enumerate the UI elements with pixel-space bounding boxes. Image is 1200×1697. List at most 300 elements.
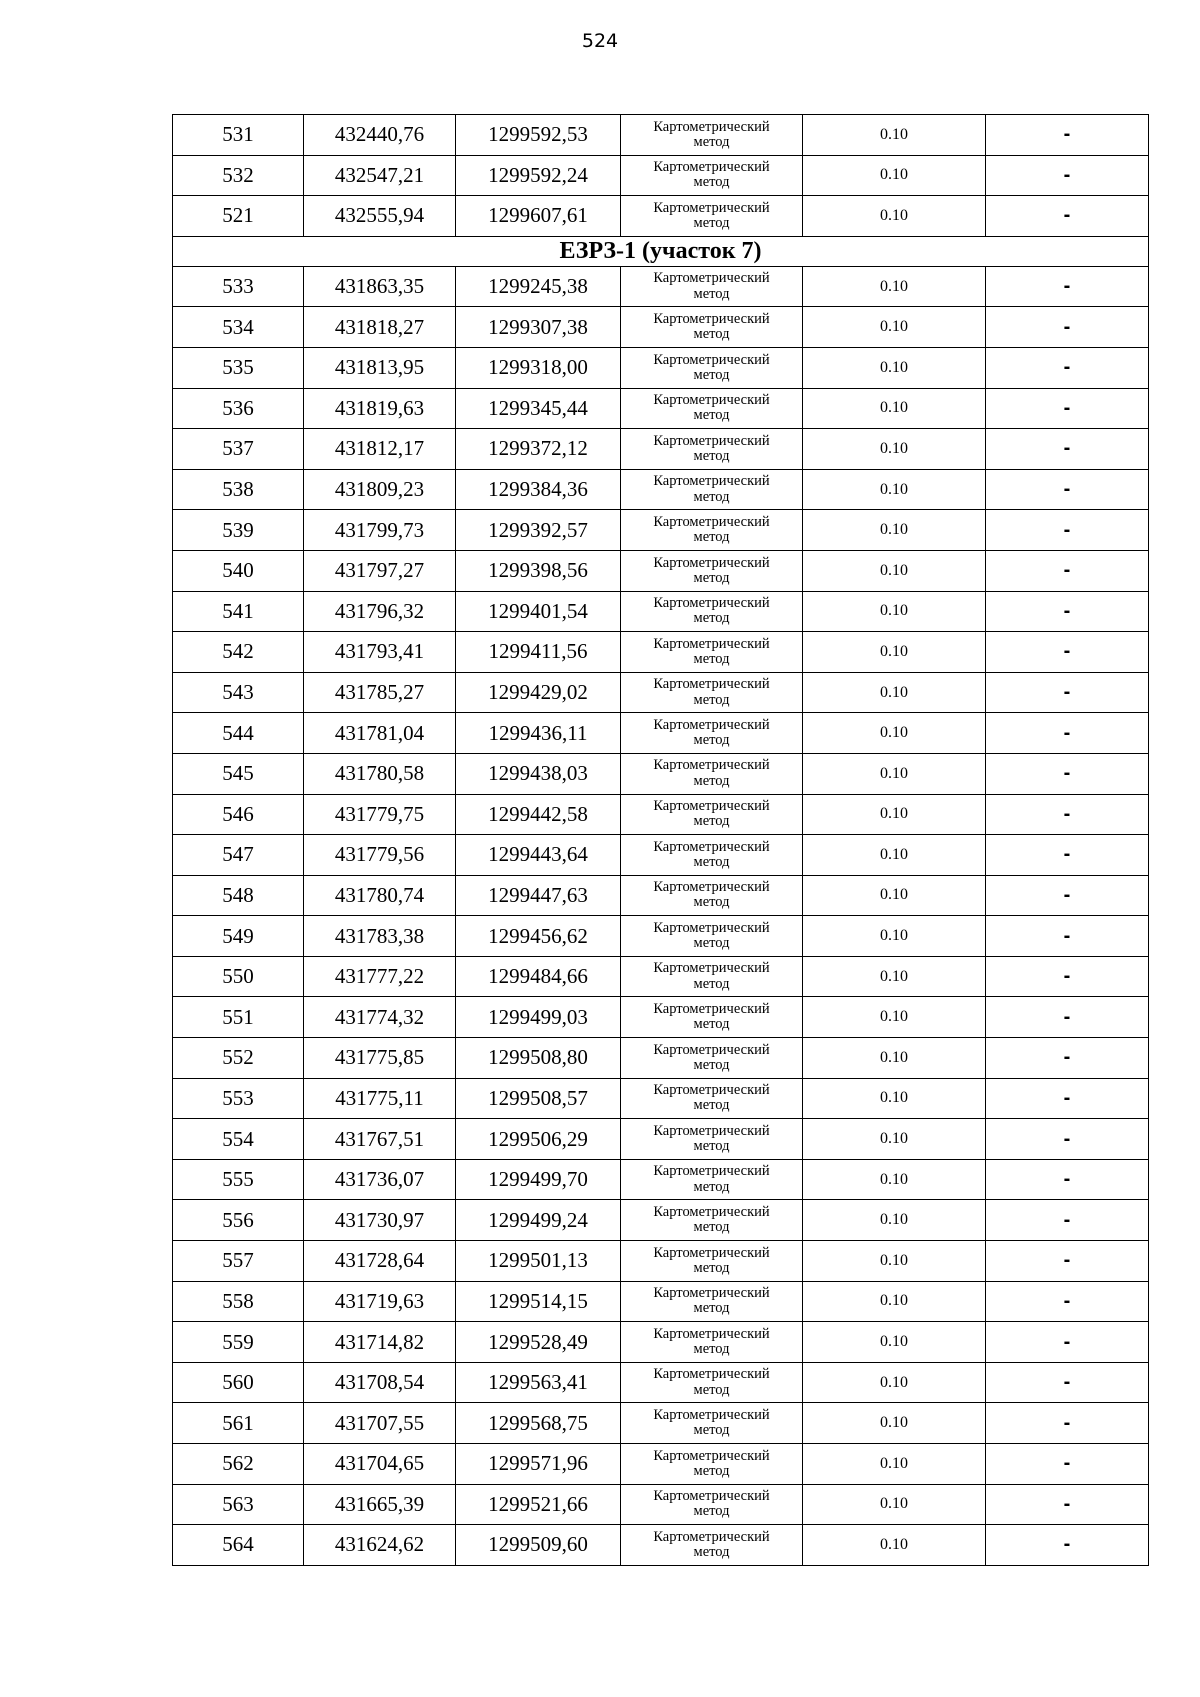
method-line-1: Картометрический bbox=[653, 716, 770, 733]
x-coordinate-cell: 431624,62 bbox=[304, 1525, 456, 1566]
table-row bbox=[173, 550, 1149, 591]
page-number: 524 bbox=[581, 30, 619, 52]
method-cell bbox=[621, 875, 803, 916]
point-number-cell: 549 bbox=[173, 916, 304, 957]
x-coordinate-cell: 431783,38 bbox=[304, 916, 456, 957]
method-line-2: метод bbox=[693, 1300, 730, 1317]
x-coordinate-cell: 431819,63 bbox=[304, 388, 456, 429]
table-row bbox=[173, 1200, 1149, 1241]
point-number-cell: 562 bbox=[173, 1444, 304, 1485]
point-number-cell: 553 bbox=[173, 1078, 304, 1119]
point-number-cell: 532 bbox=[173, 155, 304, 196]
method-line-2: метод bbox=[693, 1219, 730, 1236]
description-cell: - bbox=[986, 510, 1149, 551]
point-number-cell: 556 bbox=[173, 1200, 304, 1241]
method-line-1: Картометрический bbox=[653, 1082, 770, 1099]
x-coordinate-cell: 431799,73 bbox=[304, 510, 456, 551]
description-cell: - bbox=[986, 388, 1149, 429]
method-line-1: Картометрический bbox=[653, 159, 770, 176]
table-row bbox=[173, 1119, 1149, 1160]
method-line-2: метод bbox=[693, 285, 730, 302]
accuracy-cell: 0.10 bbox=[803, 1322, 986, 1363]
description-cell: - bbox=[986, 835, 1149, 876]
method-cell bbox=[621, 916, 803, 957]
table-row bbox=[173, 794, 1149, 835]
y-coordinate-cell: 1299401,54 bbox=[456, 591, 621, 632]
method-line-2: метод bbox=[693, 326, 730, 343]
method-line-2: метод bbox=[693, 1097, 730, 1114]
method-line-1: Картометрический bbox=[653, 1406, 770, 1423]
y-coordinate-cell: 1299456,62 bbox=[456, 916, 621, 957]
accuracy-cell: 0.10 bbox=[803, 388, 986, 429]
description-cell: - bbox=[986, 266, 1149, 307]
accuracy-cell: 0.10 bbox=[803, 1038, 986, 1079]
method-line-1: Картометрический bbox=[653, 879, 770, 896]
accuracy-cell: 0.10 bbox=[803, 1241, 986, 1282]
y-coordinate-cell: 1299506,29 bbox=[456, 1119, 621, 1160]
method-line-2: метод bbox=[693, 1056, 730, 1073]
description-cell: - bbox=[986, 155, 1149, 196]
point-number-cell: 539 bbox=[173, 510, 304, 551]
method-line-1: Картометрический bbox=[653, 1488, 770, 1505]
method-line-1: Картометрический bbox=[653, 1122, 770, 1139]
description-cell: - bbox=[986, 753, 1149, 794]
table-row bbox=[173, 591, 1149, 632]
x-coordinate-cell: 431704,65 bbox=[304, 1444, 456, 1485]
x-coordinate-cell: 431785,27 bbox=[304, 672, 456, 713]
table-row bbox=[173, 266, 1149, 307]
table-row bbox=[173, 997, 1149, 1038]
table-row bbox=[173, 155, 1149, 196]
method-cell bbox=[621, 1159, 803, 1200]
method-line-1: Картометрический bbox=[653, 513, 770, 530]
method-cell bbox=[621, 632, 803, 673]
x-coordinate-cell: 431797,27 bbox=[304, 550, 456, 591]
accuracy-cell: 0.10 bbox=[803, 115, 986, 156]
method-line-1: Картометрический bbox=[653, 1001, 770, 1018]
description-cell: - bbox=[986, 196, 1149, 237]
point-number-cell: 546 bbox=[173, 794, 304, 835]
x-coordinate-cell: 432555,94 bbox=[304, 196, 456, 237]
point-number-cell: 543 bbox=[173, 672, 304, 713]
method-cell bbox=[621, 510, 803, 551]
method-cell bbox=[621, 115, 803, 156]
method-cell bbox=[621, 1444, 803, 1485]
table-row bbox=[173, 115, 1149, 156]
method-cell bbox=[621, 1281, 803, 1322]
method-line-2: метод bbox=[693, 772, 730, 789]
table-row bbox=[173, 510, 1149, 551]
x-coordinate-cell: 431780,74 bbox=[304, 875, 456, 916]
method-line-1: Картометрический bbox=[653, 1366, 770, 1383]
table-row bbox=[173, 1038, 1149, 1079]
description-cell: - bbox=[986, 1484, 1149, 1525]
table-row bbox=[173, 347, 1149, 388]
y-coordinate-cell: 1299307,38 bbox=[456, 307, 621, 348]
y-coordinate-cell: 1299508,80 bbox=[456, 1038, 621, 1079]
method-cell bbox=[621, 266, 803, 307]
y-coordinate-cell: 1299398,56 bbox=[456, 550, 621, 591]
point-number-cell: 564 bbox=[173, 1525, 304, 1566]
point-number-cell: 542 bbox=[173, 632, 304, 673]
accuracy-cell: 0.10 bbox=[803, 1444, 986, 1485]
accuracy-cell: 0.10 bbox=[803, 1525, 986, 1566]
y-coordinate-cell: 1299436,11 bbox=[456, 713, 621, 754]
method-cell bbox=[621, 591, 803, 632]
x-coordinate-cell: 431780,58 bbox=[304, 753, 456, 794]
y-coordinate-cell: 1299501,13 bbox=[456, 1241, 621, 1282]
table-row bbox=[173, 469, 1149, 510]
accuracy-cell: 0.10 bbox=[803, 1403, 986, 1444]
accuracy-cell: 0.10 bbox=[803, 1119, 986, 1160]
method-line-1: Картометрический bbox=[653, 118, 770, 135]
y-coordinate-cell: 1299499,24 bbox=[456, 1200, 621, 1241]
x-coordinate-cell: 431775,11 bbox=[304, 1078, 456, 1119]
point-number-cell: 533 bbox=[173, 266, 304, 307]
x-coordinate-cell: 431707,55 bbox=[304, 1403, 456, 1444]
method-line-2: метод bbox=[693, 569, 730, 586]
x-coordinate-cell: 431812,17 bbox=[304, 429, 456, 470]
method-line-2: метод bbox=[693, 529, 730, 546]
y-coordinate-cell: 1299607,61 bbox=[456, 196, 621, 237]
y-coordinate-cell: 1299592,53 bbox=[456, 115, 621, 156]
description-cell: - bbox=[986, 1525, 1149, 1566]
x-coordinate-cell: 431767,51 bbox=[304, 1119, 456, 1160]
point-number-cell: 541 bbox=[173, 591, 304, 632]
method-line-2: метод bbox=[693, 1503, 730, 1520]
method-cell bbox=[621, 794, 803, 835]
description-cell: - bbox=[986, 469, 1149, 510]
y-coordinate-cell: 1299508,57 bbox=[456, 1078, 621, 1119]
method-cell bbox=[621, 1200, 803, 1241]
description-cell: - bbox=[986, 956, 1149, 997]
y-coordinate-cell: 1299499,03 bbox=[456, 997, 621, 1038]
method-line-2: метод bbox=[693, 732, 730, 749]
method-line-2: метод bbox=[693, 214, 730, 231]
method-line-2: метод bbox=[693, 488, 730, 505]
method-line-1: Картометрический bbox=[653, 270, 770, 287]
method-line-1: Картометрический bbox=[653, 1244, 770, 1261]
y-coordinate-cell: 1299514,15 bbox=[456, 1281, 621, 1322]
accuracy-cell: 0.10 bbox=[803, 1484, 986, 1525]
description-cell: - bbox=[986, 713, 1149, 754]
method-line-2: метод bbox=[693, 853, 730, 870]
method-line-2: метод bbox=[693, 691, 730, 708]
x-coordinate-cell: 432440,76 bbox=[304, 115, 456, 156]
description-cell: - bbox=[986, 1159, 1149, 1200]
table-row bbox=[173, 1525, 1149, 1566]
y-coordinate-cell: 1299521,66 bbox=[456, 1484, 621, 1525]
y-coordinate-cell: 1299345,44 bbox=[456, 388, 621, 429]
method-cell bbox=[621, 672, 803, 713]
accuracy-cell: 0.10 bbox=[803, 591, 986, 632]
table-body-section bbox=[173, 266, 1149, 1565]
method-line-2: метод bbox=[693, 1259, 730, 1276]
coordinates-table bbox=[172, 114, 1149, 1566]
table-row bbox=[173, 196, 1149, 237]
point-number-cell: 559 bbox=[173, 1322, 304, 1363]
accuracy-cell: 0.10 bbox=[803, 429, 986, 470]
table-row bbox=[173, 1159, 1149, 1200]
x-coordinate-cell: 431728,64 bbox=[304, 1241, 456, 1282]
table-row bbox=[173, 956, 1149, 997]
x-coordinate-cell: 431809,23 bbox=[304, 469, 456, 510]
method-line-1: Картометрический bbox=[653, 960, 770, 977]
table-row bbox=[173, 1078, 1149, 1119]
x-coordinate-cell: 431777,22 bbox=[304, 956, 456, 997]
method-line-2: метод bbox=[693, 813, 730, 830]
description-cell: - bbox=[986, 1362, 1149, 1403]
accuracy-cell: 0.10 bbox=[803, 196, 986, 237]
description-cell: - bbox=[986, 115, 1149, 156]
y-coordinate-cell: 1299372,12 bbox=[456, 429, 621, 470]
x-coordinate-cell: 431714,82 bbox=[304, 1322, 456, 1363]
table-row bbox=[173, 916, 1149, 957]
x-coordinate-cell: 431818,27 bbox=[304, 307, 456, 348]
method-line-2: метод bbox=[693, 407, 730, 424]
description-cell: - bbox=[986, 1119, 1149, 1160]
point-number-cell: 538 bbox=[173, 469, 304, 510]
y-coordinate-cell: 1299318,00 bbox=[456, 347, 621, 388]
description-cell: - bbox=[986, 632, 1149, 673]
y-coordinate-cell: 1299442,58 bbox=[456, 794, 621, 835]
method-line-1: Картометрический bbox=[653, 1447, 770, 1464]
method-line-2: метод bbox=[693, 1016, 730, 1033]
y-coordinate-cell: 1299568,75 bbox=[456, 1403, 621, 1444]
y-coordinate-cell: 1299571,96 bbox=[456, 1444, 621, 1485]
point-number-cell: 558 bbox=[173, 1281, 304, 1322]
accuracy-cell: 0.10 bbox=[803, 550, 986, 591]
y-coordinate-cell: 1299443,64 bbox=[456, 835, 621, 876]
table-row bbox=[173, 835, 1149, 876]
description-cell: - bbox=[986, 1241, 1149, 1282]
method-line-1: Картометрический bbox=[653, 392, 770, 409]
description-cell: - bbox=[986, 347, 1149, 388]
method-cell bbox=[621, 753, 803, 794]
accuracy-cell: 0.10 bbox=[803, 469, 986, 510]
accuracy-cell: 0.10 bbox=[803, 997, 986, 1038]
method-cell bbox=[621, 1119, 803, 1160]
accuracy-cell: 0.10 bbox=[803, 875, 986, 916]
method-line-1: Картометрический bbox=[653, 635, 770, 652]
method-line-2: метод bbox=[693, 1178, 730, 1195]
description-cell: - bbox=[986, 550, 1149, 591]
method-line-2: метод bbox=[693, 650, 730, 667]
point-number-cell: 555 bbox=[173, 1159, 304, 1200]
accuracy-cell: 0.10 bbox=[803, 266, 986, 307]
method-cell bbox=[621, 1241, 803, 1282]
method-cell bbox=[621, 347, 803, 388]
y-coordinate-cell: 1299592,24 bbox=[456, 155, 621, 196]
method-cell bbox=[621, 1078, 803, 1119]
method-cell bbox=[621, 550, 803, 591]
method-line-1: Картометрический bbox=[653, 199, 770, 216]
accuracy-cell: 0.10 bbox=[803, 713, 986, 754]
method-line-2: метод bbox=[693, 1341, 730, 1358]
method-line-1: Картометрический bbox=[653, 473, 770, 490]
method-line-1: Картометрический bbox=[653, 757, 770, 774]
y-coordinate-cell: 1299499,70 bbox=[456, 1159, 621, 1200]
method-line-1: Картометрический bbox=[653, 676, 770, 693]
method-line-1: Картометрический bbox=[653, 798, 770, 815]
method-cell bbox=[621, 997, 803, 1038]
method-line-2: метод bbox=[693, 174, 730, 191]
method-line-1: Картометрический bbox=[653, 432, 770, 449]
point-number-cell: 536 bbox=[173, 388, 304, 429]
x-coordinate-cell: 431775,85 bbox=[304, 1038, 456, 1079]
method-line-2: метод bbox=[693, 610, 730, 627]
method-cell bbox=[621, 835, 803, 876]
section-title: ЕЗРЗ-1 (участок 7) bbox=[173, 236, 1149, 266]
table-section-header bbox=[173, 236, 1149, 266]
description-cell: - bbox=[986, 1078, 1149, 1119]
method-cell bbox=[621, 155, 803, 196]
accuracy-cell: 0.10 bbox=[803, 510, 986, 551]
x-coordinate-cell: 431665,39 bbox=[304, 1484, 456, 1525]
x-coordinate-cell: 431774,32 bbox=[304, 997, 456, 1038]
point-number-cell: 561 bbox=[173, 1403, 304, 1444]
description-cell: - bbox=[986, 1403, 1149, 1444]
table-row bbox=[173, 1241, 1149, 1282]
description-cell: - bbox=[986, 794, 1149, 835]
x-coordinate-cell: 431781,04 bbox=[304, 713, 456, 754]
table-row bbox=[173, 1484, 1149, 1525]
method-line-1: Картометрический bbox=[653, 310, 770, 327]
description-cell: - bbox=[986, 1444, 1149, 1485]
point-number-cell: 550 bbox=[173, 956, 304, 997]
point-number-cell: 531 bbox=[173, 115, 304, 156]
accuracy-cell: 0.10 bbox=[803, 632, 986, 673]
accuracy-cell: 0.10 bbox=[803, 1078, 986, 1119]
y-coordinate-cell: 1299384,36 bbox=[456, 469, 621, 510]
point-number-cell: 544 bbox=[173, 713, 304, 754]
accuracy-cell: 0.10 bbox=[803, 753, 986, 794]
accuracy-cell: 0.10 bbox=[803, 1159, 986, 1200]
table-row bbox=[173, 429, 1149, 470]
accuracy-cell: 0.10 bbox=[803, 916, 986, 957]
y-coordinate-cell: 1299563,41 bbox=[456, 1362, 621, 1403]
method-line-2: метод bbox=[693, 975, 730, 992]
accuracy-cell: 0.10 bbox=[803, 794, 986, 835]
description-cell: - bbox=[986, 591, 1149, 632]
method-line-2: метод bbox=[693, 1422, 730, 1439]
point-number-cell: 548 bbox=[173, 875, 304, 916]
y-coordinate-cell: 1299392,57 bbox=[456, 510, 621, 551]
point-number-cell: 521 bbox=[173, 196, 304, 237]
y-coordinate-cell: 1299429,02 bbox=[456, 672, 621, 713]
method-cell bbox=[621, 196, 803, 237]
method-line-1: Картометрический bbox=[653, 919, 770, 936]
method-cell bbox=[621, 1322, 803, 1363]
method-line-1: Картометрический bbox=[653, 351, 770, 368]
point-number-cell: 551 bbox=[173, 997, 304, 1038]
method-cell bbox=[621, 1484, 803, 1525]
method-cell bbox=[621, 1362, 803, 1403]
x-coordinate-cell: 431813,95 bbox=[304, 347, 456, 388]
x-coordinate-cell: 431779,75 bbox=[304, 794, 456, 835]
y-coordinate-cell: 1299438,03 bbox=[456, 753, 621, 794]
y-coordinate-cell: 1299447,63 bbox=[456, 875, 621, 916]
point-number-cell: 560 bbox=[173, 1362, 304, 1403]
method-line-2: метод bbox=[693, 894, 730, 911]
description-cell: - bbox=[986, 1200, 1149, 1241]
table-row bbox=[173, 1362, 1149, 1403]
point-number-cell: 534 bbox=[173, 307, 304, 348]
method-line-1: Картометрический bbox=[653, 1204, 770, 1221]
point-number-cell: 537 bbox=[173, 429, 304, 470]
y-coordinate-cell: 1299484,66 bbox=[456, 956, 621, 997]
method-line-1: Картометрический bbox=[653, 554, 770, 571]
table-row bbox=[173, 753, 1149, 794]
method-line-2: метод bbox=[693, 1462, 730, 1479]
method-line-1: Картометрический bbox=[653, 1528, 770, 1545]
method-line-1: Картометрический bbox=[653, 1325, 770, 1342]
x-coordinate-cell: 431796,32 bbox=[304, 591, 456, 632]
x-coordinate-cell: 431863,35 bbox=[304, 266, 456, 307]
description-cell: - bbox=[986, 875, 1149, 916]
method-line-1: Картометрический bbox=[653, 1285, 770, 1302]
method-line-2: метод bbox=[693, 1381, 730, 1398]
x-coordinate-cell: 431793,41 bbox=[304, 632, 456, 673]
accuracy-cell: 0.10 bbox=[803, 347, 986, 388]
y-coordinate-cell: 1299245,38 bbox=[456, 266, 621, 307]
method-line-1: Картометрический bbox=[653, 838, 770, 855]
table-row bbox=[173, 632, 1149, 673]
table-row bbox=[173, 1322, 1149, 1363]
accuracy-cell: 0.10 bbox=[803, 307, 986, 348]
x-coordinate-cell: 431736,07 bbox=[304, 1159, 456, 1200]
x-coordinate-cell: 431779,56 bbox=[304, 835, 456, 876]
method-cell bbox=[621, 1403, 803, 1444]
method-line-2: метод bbox=[693, 935, 730, 952]
accuracy-cell: 0.10 bbox=[803, 835, 986, 876]
table-row bbox=[173, 307, 1149, 348]
method-line-2: метод bbox=[693, 366, 730, 383]
accuracy-cell: 0.10 bbox=[803, 1200, 986, 1241]
description-cell: - bbox=[986, 997, 1149, 1038]
point-number-cell: 547 bbox=[173, 835, 304, 876]
method-cell bbox=[621, 307, 803, 348]
accuracy-cell: 0.10 bbox=[803, 155, 986, 196]
method-line-2: метод bbox=[693, 1543, 730, 1560]
description-cell: - bbox=[986, 1322, 1149, 1363]
table-row bbox=[173, 672, 1149, 713]
method-line-2: метод bbox=[693, 447, 730, 464]
section-row bbox=[173, 236, 1149, 266]
description-cell: - bbox=[986, 1281, 1149, 1322]
point-number-cell: 545 bbox=[173, 753, 304, 794]
table-row bbox=[173, 1444, 1149, 1485]
method-cell bbox=[621, 1525, 803, 1566]
y-coordinate-cell: 1299509,60 bbox=[456, 1525, 621, 1566]
accuracy-cell: 0.10 bbox=[803, 672, 986, 713]
table-row bbox=[173, 875, 1149, 916]
point-number-cell: 535 bbox=[173, 347, 304, 388]
method-cell bbox=[621, 469, 803, 510]
point-number-cell: 554 bbox=[173, 1119, 304, 1160]
method-line-1: Картометрический bbox=[653, 595, 770, 612]
description-cell: - bbox=[986, 672, 1149, 713]
table-row bbox=[173, 713, 1149, 754]
x-coordinate-cell: 431730,97 bbox=[304, 1200, 456, 1241]
table-body-top bbox=[173, 115, 1149, 237]
table-row bbox=[173, 388, 1149, 429]
description-cell: - bbox=[986, 1038, 1149, 1079]
method-line-1: Картометрический bbox=[653, 1041, 770, 1058]
description-cell: - bbox=[986, 916, 1149, 957]
method-line-2: метод bbox=[693, 1138, 730, 1155]
method-cell bbox=[621, 956, 803, 997]
